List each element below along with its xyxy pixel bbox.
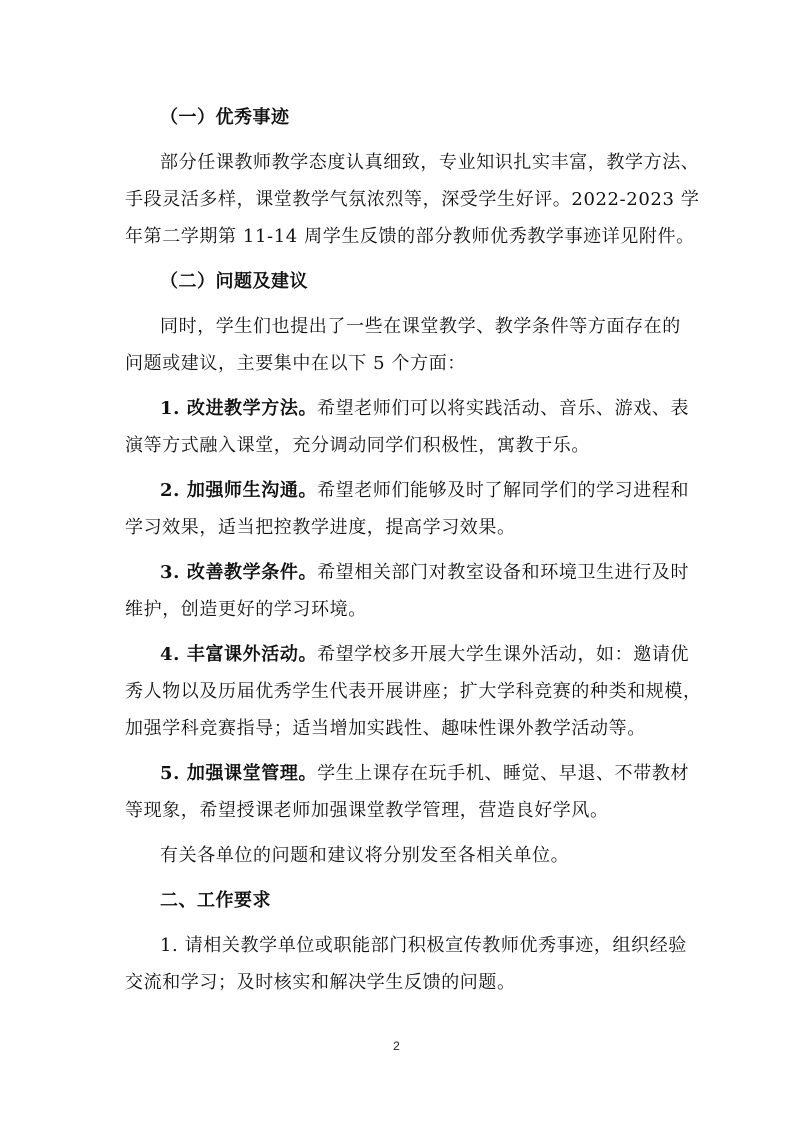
section-heading-work-requirements: 二、工作要求 — [160, 890, 271, 911]
list-item-title: 4. 丰富课外活动。 — [160, 644, 318, 665]
paragraph-line: 加强学科竞赛指导；适当增加实践性、趣味性课外教学活动等。 — [125, 718, 646, 739]
paragraph-line: 有关各单位的问题和建议将分别发至各相关单位。 — [160, 845, 570, 866]
list-item — [160, 763, 689, 785]
paragraph-line: 手段灵活多样，课堂教学气氛浓烈等，深受学生好评。2022-2023 学 — [125, 189, 700, 210]
list-item-title: 1. 改进教学方法。 — [160, 398, 318, 419]
list-item-text: 希望学校多开展大学生课外活动，如：邀请优 — [317, 644, 690, 665]
paragraph-line: 交流和学习；及时核实和解决学生反馈的问题。 — [125, 972, 516, 993]
paragraph-line: 年第二学期第 11-14 周学生反馈的部分教师优秀教学事迹详见附件。 — [125, 226, 695, 247]
list-item — [160, 644, 689, 666]
list-item-text: 希望相关部门对教室设备和环境卫生进行及时 — [317, 562, 690, 583]
list-item-text: 希望老师们能够及时了解同学们的学习进程和 — [317, 480, 690, 501]
list-item-title: 5. 加强课堂管理。 — [160, 763, 318, 784]
list-item-text: 学生上课存在玩手机、睡觉、早退、不带教材 — [317, 763, 690, 784]
list-item — [160, 480, 689, 502]
list-item — [160, 562, 689, 584]
list-item-text: 希望老师们可以将实践活动、音乐、游戏、表 — [317, 398, 690, 419]
paragraph-line: 部分任课教师教学态度认真细致，专业知识扎实丰富，教学方法、 — [160, 152, 700, 173]
section-heading-problems-suggestions: （二）问题及建议 — [160, 271, 308, 292]
paragraph-line: 秀人物以及历届优秀学生代表开展讲座；扩大学科竞赛的种类和规模， — [125, 681, 702, 702]
section-heading-excellent-deeds: （一）优秀事迹 — [160, 107, 290, 128]
list-item-title: 3. 改善教学条件。 — [160, 562, 318, 583]
list-item-title: 2. 加强师生沟通。 — [160, 480, 318, 501]
paragraph-line: 问题或建议，主要集中在以下 5 个方面： — [125, 353, 466, 374]
paragraph-line: 维护，创造更好的学习环境。 — [125, 599, 367, 620]
page-number: 2 — [393, 1039, 400, 1053]
paragraph-line: 同时，学生们也提出了一些在课堂教学、教学条件等方面存在的 — [160, 316, 681, 337]
paragraph-line: 学习效果，适当把控教学进度，提高学习效果。 — [125, 517, 516, 538]
paragraph-line: 1. 请相关教学单位或职能部门积极宣传教师优秀事迹，组织经验 — [160, 935, 687, 956]
paragraph-line: 演等方式融入课堂，充分调动同学们积极性，寓教于乐。 — [125, 435, 590, 456]
paragraph-line: 等现象，希望授课老师加强课堂教学管理，营造良好学风。 — [125, 800, 609, 821]
list-item — [160, 398, 689, 420]
